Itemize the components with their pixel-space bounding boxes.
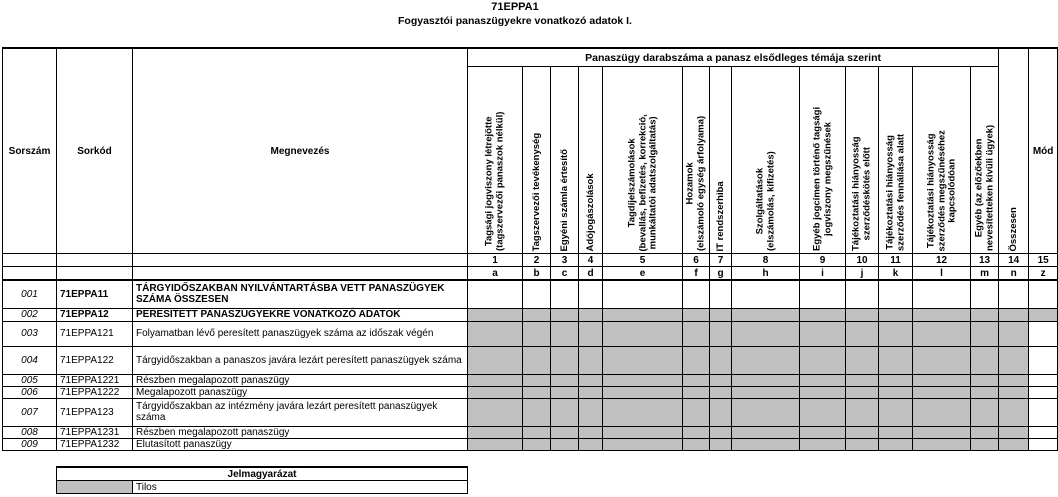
col-letter: m (971, 267, 999, 281)
col-topic-label-line: kapcsolódóan (945, 158, 957, 223)
data-cell (710, 438, 732, 450)
data-cell (603, 426, 683, 438)
data-cell (800, 321, 846, 346)
col-topic-label-line: jogviszony megszűnések (821, 121, 833, 236)
data-cell[interactable] (1029, 386, 1058, 398)
data-cell (603, 308, 683, 321)
row-sorszam: 009 (3, 438, 57, 450)
col-topic-12 (913, 67, 971, 254)
col-topic-label-line: Tagsági jogviszony létrejötte (483, 116, 495, 247)
col-letter: n (999, 267, 1029, 281)
data-cell (800, 426, 846, 438)
col-topic-label (627, 114, 659, 251)
row-sorkod: 71EPPA123 (57, 398, 133, 426)
col-topic-label (974, 125, 995, 251)
data-cell (732, 426, 800, 438)
row-megnevezes: Elutasított panaszügy (133, 438, 468, 450)
col-letter: f (683, 267, 710, 281)
row-sorszam: 008 (3, 426, 57, 438)
col-letter: a (468, 267, 523, 281)
data-cell (579, 308, 603, 321)
data-cell (551, 398, 579, 426)
col-topic-label (885, 134, 906, 251)
data-cell (879, 321, 913, 346)
data-cell (879, 438, 913, 450)
col-number: 8 (732, 254, 800, 267)
col-osszesen-label: Összesen (1007, 206, 1019, 251)
data-cell (468, 398, 523, 426)
col-topic-label (926, 130, 958, 251)
data-cell (732, 321, 800, 346)
col-topic-label-line: (elszámoló egység árfolyama) (695, 115, 706, 251)
col-topic-label (812, 107, 833, 251)
col-topic-label-line: szerződéskötés előtt (861, 146, 872, 241)
data-cell (710, 426, 732, 438)
col-topic-label (715, 181, 726, 251)
data-cell[interactable] (1029, 426, 1058, 438)
col-topic-8 (732, 67, 800, 254)
data-cell (523, 321, 551, 346)
col-topic-label-line: Egyéb (az előzőekben (973, 138, 985, 238)
table-row (3, 280, 1058, 308)
data-cell (846, 308, 879, 321)
col-topic-label-line: Egyéb jogcímen történő tagsági (811, 106, 822, 251)
col-number: 7 (710, 254, 732, 267)
col-number: 2 (523, 254, 551, 267)
data-cell (710, 374, 732, 386)
data-cell (523, 438, 551, 450)
data-cell (551, 308, 579, 321)
data-cell (551, 426, 579, 438)
data-cell (683, 426, 710, 438)
col-number: 9 (800, 254, 846, 267)
data-cell (800, 438, 846, 450)
data-cell (710, 308, 732, 321)
data-cell (710, 398, 732, 426)
data-cell (710, 346, 732, 374)
data-cell (999, 346, 1029, 374)
data-cell (710, 321, 732, 346)
data-cell (732, 308, 800, 321)
data-cell (603, 438, 683, 450)
row-sorszam: 005 (3, 374, 57, 386)
data-cell[interactable] (846, 280, 879, 308)
col-number: 11 (879, 254, 913, 267)
row-sorszam: 002 (3, 308, 57, 321)
col-number: 13 (971, 254, 999, 267)
data-cell (551, 321, 579, 346)
col-topic-1 (468, 67, 523, 254)
data-cell (846, 426, 879, 438)
form-code: 71EPPA1 (491, 1, 539, 13)
col-letter: h (732, 267, 800, 281)
data-cell (468, 308, 523, 321)
data-cell (603, 374, 683, 386)
col-letter: i (800, 267, 846, 281)
col-osszesen (999, 48, 1029, 254)
row-sorszam: 004 (3, 346, 57, 374)
data-cell[interactable] (1029, 321, 1058, 346)
col-number: 14 (999, 254, 1029, 267)
data-cell (879, 426, 913, 438)
legend-label: Tilos (133, 481, 468, 494)
row-sorkod: 71EPPA122 (57, 346, 133, 374)
data-cell (683, 398, 710, 426)
row-sorkod: 71EPPA12 (57, 308, 133, 321)
data-cell (879, 386, 913, 398)
data-cell (468, 346, 523, 374)
data-cell (732, 438, 800, 450)
row-megnevezes: TÁRGYIDŐSZAKBAN NYILVÁNTARTÁSBA VETT PANASZÜGYEK SZÁMA ÖSSZESEN (133, 280, 468, 308)
col-topic-label-line: (tagszervezői panaszok nélkül) (494, 111, 505, 251)
data-cell (999, 374, 1029, 386)
col-number: 12 (913, 254, 971, 267)
row-megnevezes: Tárgyidőszakban az intézmény javára lezárt peresített panaszügyek száma (133, 398, 468, 426)
table-row (3, 438, 1058, 450)
data-cell (846, 386, 879, 398)
data-cell[interactable] (732, 280, 800, 308)
data-cell (879, 398, 913, 426)
data-cell (971, 346, 999, 374)
data-cell (913, 426, 971, 438)
col-topic-label-line: Tájékoztatási hiányosság (924, 133, 936, 248)
data-cell (603, 398, 683, 426)
data-cell (603, 346, 683, 374)
data-cell[interactable] (913, 280, 971, 308)
data-cell (732, 346, 800, 374)
data-cell[interactable] (1029, 280, 1058, 308)
data-cell[interactable] (551, 280, 579, 308)
data-cell[interactable] (468, 280, 523, 308)
col-topic-5 (603, 67, 683, 254)
col-letter: g (710, 267, 732, 281)
data-cell (879, 308, 913, 321)
col-letter: b (523, 267, 551, 281)
col-topic-label-line: szerződés megszűnéséhez (935, 129, 947, 251)
data-cell (971, 398, 999, 426)
col-topic-label-line: Tagdíjelszámolások (625, 137, 637, 227)
row-sorszam: 001 (3, 280, 57, 308)
data-cell (551, 386, 579, 398)
col-topic-label (559, 149, 570, 251)
data-cell (913, 321, 971, 346)
table-row (3, 374, 1058, 386)
col-topic-label-line: (elszámolás, kifizetés) (764, 151, 776, 251)
data-cell (800, 398, 846, 426)
row-megnevezes: Részben megalapozott panaszügy (133, 374, 468, 386)
data-cell[interactable] (800, 280, 846, 308)
data-cell[interactable] (1029, 374, 1058, 386)
data-cell (579, 346, 603, 374)
data-cell (551, 374, 579, 386)
data-cell (732, 398, 800, 426)
data-cell[interactable] (603, 280, 683, 308)
row-sorkod: 71EPPA1222 (57, 386, 133, 398)
col-sorkod: Sorkód (57, 48, 133, 254)
data-cell (579, 386, 603, 398)
data-cell (800, 374, 846, 386)
table-row (3, 426, 1058, 438)
col-number: 15 (1029, 254, 1058, 267)
data-cell (579, 321, 603, 346)
data-cell (913, 398, 971, 426)
row-megnevezes: Folyamatban lévő peresített panaszügyek száma az időszak végén (133, 321, 468, 346)
data-cell (971, 386, 999, 398)
data-cell[interactable] (523, 280, 551, 308)
data-cell (523, 398, 551, 426)
data-cell (999, 308, 1029, 321)
col-topic-label-line: Egyéni számla értesítő (558, 148, 570, 251)
col-topic-label (852, 136, 873, 251)
col-topic-label (485, 112, 506, 251)
col-letter: e (603, 267, 683, 281)
data-cell (913, 386, 971, 398)
row-sorszam: 007 (3, 398, 57, 426)
data-cell (468, 426, 523, 438)
data-cell (971, 426, 999, 438)
col-letter: c (551, 267, 579, 281)
col-letter: d (579, 267, 603, 281)
form-title: Fogyasztói panaszügyekre vonatkozó adatok I. (398, 15, 632, 27)
data-cell[interactable] (999, 280, 1029, 308)
data-cell (710, 386, 732, 398)
data-cell (971, 321, 999, 346)
row-sorszam: 003 (3, 321, 57, 346)
row-megnevezes: Megalapozott panaszügy (133, 386, 468, 398)
data-cell (468, 374, 523, 386)
col-topic-label-line: Tájékoztatási hiányosság (850, 136, 862, 251)
row-sorkod: 71EPPA1231 (57, 426, 133, 438)
col-group-title: Panaszügy darabszáma a panasz elsődleges témája szerint (468, 48, 999, 67)
data-cell (846, 346, 879, 374)
data-cell (683, 346, 710, 374)
data-cell (846, 321, 879, 346)
data-cell (683, 308, 710, 321)
data-cell[interactable] (579, 280, 603, 308)
col-number: 6 (683, 254, 710, 267)
data-cell (551, 438, 579, 450)
row-sorkod: 71EPPA1221 (57, 374, 133, 386)
data-cell (579, 374, 603, 386)
data-cell (800, 386, 846, 398)
data-cell (846, 374, 879, 386)
data-cell (579, 438, 603, 450)
col-topic-4 (579, 67, 603, 254)
col-number: 3 (551, 254, 579, 267)
data-cell (732, 386, 800, 398)
row-sorszam: 006 (3, 386, 57, 398)
row-sorkod: 71EPPA121 (57, 321, 133, 346)
data-cell (971, 308, 999, 321)
data-cell (683, 321, 710, 346)
col-number: 10 (846, 254, 879, 267)
row-sorkod: 71EPPA1232 (57, 438, 133, 450)
table-row (3, 308, 1058, 321)
data-cell (913, 346, 971, 374)
data-cell (468, 438, 523, 450)
data-cell (523, 308, 551, 321)
data-cell (800, 346, 846, 374)
data-cell (523, 426, 551, 438)
row-megnevezes: Részben megalapozott panaszügy (133, 426, 468, 438)
data-cell (523, 374, 551, 386)
data-cell (683, 386, 710, 398)
data-cell (913, 374, 971, 386)
data-cell (579, 426, 603, 438)
data-cell (999, 386, 1029, 398)
col-letter: l (913, 267, 971, 281)
col-topic-2 (523, 67, 551, 254)
data-cell (603, 386, 683, 398)
data-cell[interactable] (1029, 398, 1058, 426)
data-cell (683, 374, 710, 386)
col-letter: j (846, 267, 879, 281)
data-cell (879, 374, 913, 386)
row-megnevezes: Tárgyidőszakban a panaszos javára lezárt peresített panaszügyek száma (133, 346, 468, 374)
data-cell (468, 321, 523, 346)
data-cell (999, 398, 1029, 426)
table-row (3, 398, 1058, 426)
col-topic-6 (683, 67, 710, 254)
col-topic-3 (551, 67, 579, 254)
col-topic-label (755, 151, 776, 251)
col-topic-13 (971, 67, 999, 254)
data-cell[interactable] (1029, 438, 1058, 450)
data-cell (468, 386, 523, 398)
data-cell[interactable] (710, 280, 732, 308)
col-topic-label-line: Szolgáltatások (754, 167, 765, 235)
legend-swatch (57, 481, 133, 494)
data-cell (579, 398, 603, 426)
data-cell (913, 308, 971, 321)
data-cell (913, 438, 971, 450)
data-table (2, 47, 1058, 451)
data-cell (800, 308, 846, 321)
col-topic-10 (846, 67, 879, 254)
row-megnevezes: PERESÍTETT PANASZÜGYEKRE VONATKOZÓ ADATOK (133, 308, 468, 321)
col-letter: z (1029, 267, 1058, 281)
data-cell (846, 398, 879, 426)
col-topic-label-line: (bevallás, befizetés, korrekció, (636, 113, 648, 251)
col-number: 5 (603, 254, 683, 267)
data-cell (846, 438, 879, 450)
data-cell (879, 346, 913, 374)
col-sorszam: Sorszám (3, 48, 57, 254)
data-cell (732, 374, 800, 386)
col-topic-label-line: Hozamok (684, 162, 696, 205)
data-cell (551, 346, 579, 374)
data-cell (999, 321, 1029, 346)
col-letter: k (879, 267, 913, 281)
col-number: 1 (468, 254, 523, 267)
col-topic-label-line: Adójogászolások (584, 172, 596, 251)
data-cell (999, 426, 1029, 438)
col-topic-9 (800, 67, 846, 254)
data-cell (1029, 308, 1058, 321)
col-topic-label (585, 173, 596, 251)
legend (56, 466, 468, 494)
col-topic-label-line: Tagszervezői tevékenység (530, 132, 542, 251)
table-row (3, 386, 1058, 398)
col-topic-label-line: IT rendszerhiba (714, 180, 726, 251)
data-cell[interactable] (683, 280, 710, 308)
col-topic-label-line: nevesítetteken kívüli ügyek) (983, 124, 995, 251)
data-cell (523, 346, 551, 374)
legend-title: Jelmagyarázat (57, 467, 468, 481)
row-sorkod: 71EPPA11 (57, 280, 133, 308)
data-cell[interactable] (879, 280, 913, 308)
col-mod: Mód (1029, 48, 1058, 254)
col-topic-11 (879, 67, 913, 254)
data-cell (999, 438, 1029, 450)
col-topic-label (686, 116, 707, 251)
col-topic-label-line: szerződés fennállása alatt (894, 133, 906, 251)
data-cell (523, 386, 551, 398)
col-topic-label (531, 132, 542, 251)
col-megnevezes: Megnevezés (133, 48, 468, 254)
table-row (3, 346, 1058, 374)
data-cell (971, 438, 999, 450)
data-cell (683, 438, 710, 450)
data-cell (971, 374, 999, 386)
col-topic-7 (710, 67, 732, 254)
data-cell (603, 321, 683, 346)
data-cell[interactable] (1029, 346, 1058, 374)
col-topic-label-line: munkáltatói adatszolgáltatás) (646, 115, 658, 249)
table-row (3, 321, 1058, 346)
col-topic-label-line: Tájékoztatási hiányosság (884, 135, 895, 250)
data-cell[interactable] (971, 280, 999, 308)
col-number: 4 (579, 254, 603, 267)
